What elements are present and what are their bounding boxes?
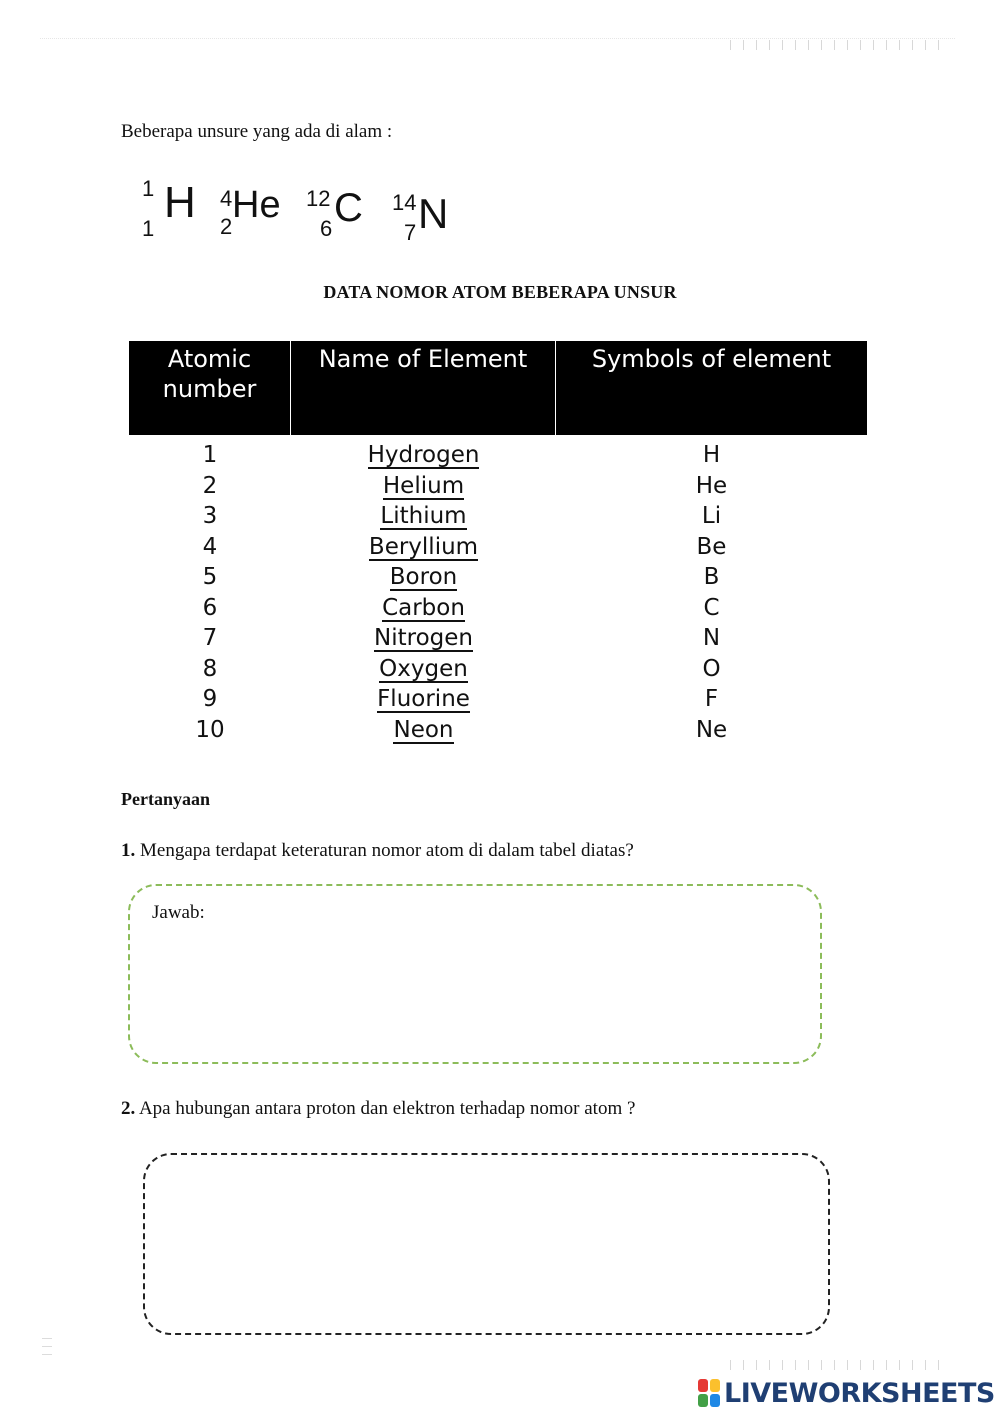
table-row (129, 715, 867, 746)
table-row (129, 440, 867, 471)
page-edge-ticks-bottom (730, 1360, 940, 1370)
answer-box-2[interactable] (143, 1153, 830, 1335)
atomic-number-cell: 10 (195, 716, 225, 743)
liveworksheets-logo[interactable] (698, 1376, 995, 1410)
question-text: Apa hubungan antara proton dan elektron terhadap nomor atom ? (138, 1098, 636, 1119)
element-symbol-cell: B (703, 564, 720, 590)
intro-text: Beberapa unsure yang ada di alam : (121, 121, 393, 142)
element-symbol-cell: H (702, 442, 721, 468)
section-title: DATA NOMOR ATOM BEBERAPA UNSUR (323, 282, 677, 302)
atomic-number: 1 (142, 216, 155, 241)
question-number: 1. (121, 840, 136, 861)
atomic-number-cell: 4 (202, 533, 218, 560)
answer-label: Jawab: (152, 902, 205, 923)
element-symbol: H (164, 178, 196, 227)
element-symbol: C (334, 186, 363, 230)
atomic-number-cell: 3 (202, 503, 218, 529)
table-row (129, 471, 867, 502)
mass-number: 1 (142, 176, 155, 201)
table-row (129, 562, 867, 593)
question-text: Mengapa terdapat keteraturan nomor atom di dalam tabel diatas? (140, 840, 634, 861)
logo-mark-icon (698, 1379, 720, 1407)
element-name-cell (291, 593, 556, 624)
atomic-number-cell: 5 (202, 564, 218, 590)
element-symbol: N (418, 190, 449, 237)
element-name: Nitrogen (374, 625, 473, 651)
atomic-number-cell: 1 (202, 442, 218, 468)
mass-number: 4 (220, 186, 233, 211)
atomic-number-cell: 8 (202, 655, 218, 682)
table-row (129, 684, 867, 715)
question-1 (121, 840, 634, 862)
table-row (129, 532, 867, 563)
atomic-number-cell: 2 (202, 472, 218, 499)
table-row (129, 654, 867, 685)
element-symbol-cell: Be (696, 533, 727, 560)
logo-text: LIVEWORKSHEETS (724, 1377, 995, 1409)
questions-title: Pertanyaan (121, 789, 210, 809)
element-name-cell (291, 623, 556, 654)
element-symbol-cell: Li (701, 503, 722, 529)
element-name: Carbon (382, 594, 465, 621)
element-table-body (129, 440, 867, 745)
element-name: Hydrogen (367, 442, 480, 468)
element-symbol-cell: He (695, 472, 728, 499)
element-name-cell (291, 471, 556, 502)
answer-box-1[interactable] (128, 884, 822, 1064)
element-name-cell (291, 501, 556, 532)
element-symbol: He (232, 184, 281, 226)
table-row (129, 593, 867, 624)
element-name-cell (291, 684, 556, 715)
header-atomic-number: Atomic number (129, 341, 291, 435)
mass-number: 12 (306, 186, 331, 211)
element-symbol-cell: N (702, 625, 721, 651)
atomic-number: 7 (404, 220, 417, 245)
element-symbol-cell: C (703, 594, 720, 621)
element-name: Neon (393, 716, 454, 743)
table-header (129, 341, 867, 435)
element-name: Oxygen (379, 655, 468, 682)
page-edge-ticks-left (42, 1338, 52, 1362)
element-name: Fluorine (377, 686, 470, 712)
header-element-name: Name of Element (291, 341, 556, 435)
element-name-cell (291, 562, 556, 593)
mass-number: 14 (392, 190, 417, 215)
atomic-number: 6 (320, 216, 333, 241)
atomic-number-cell: 7 (202, 625, 218, 651)
atomic-number: 2 (220, 214, 233, 239)
element-name-cell (291, 654, 556, 685)
element-name: Beryllium (368, 533, 479, 560)
table-row (129, 501, 867, 532)
element-symbol-cell: Ne (695, 716, 728, 743)
element-symbol-cell: O (702, 655, 721, 682)
element-symbol-cell: F (704, 686, 719, 712)
question-number: 2. (121, 1098, 136, 1119)
question-2 (121, 1098, 635, 1120)
element-name: Lithium (380, 503, 467, 529)
atomic-number-cell: 6 (202, 594, 218, 621)
element-name: Boron (389, 564, 458, 590)
element-name-cell (291, 532, 556, 563)
element-name-cell (291, 440, 556, 471)
header-element-symbol: Symbols of element (591, 345, 832, 373)
element-name-cell (291, 715, 556, 746)
element-name: Helium (382, 472, 465, 499)
page-edge-ticks-top (730, 40, 940, 50)
table-row (129, 623, 867, 654)
isotope-notation (138, 172, 468, 252)
atomic-number-cell: 9 (202, 686, 218, 712)
